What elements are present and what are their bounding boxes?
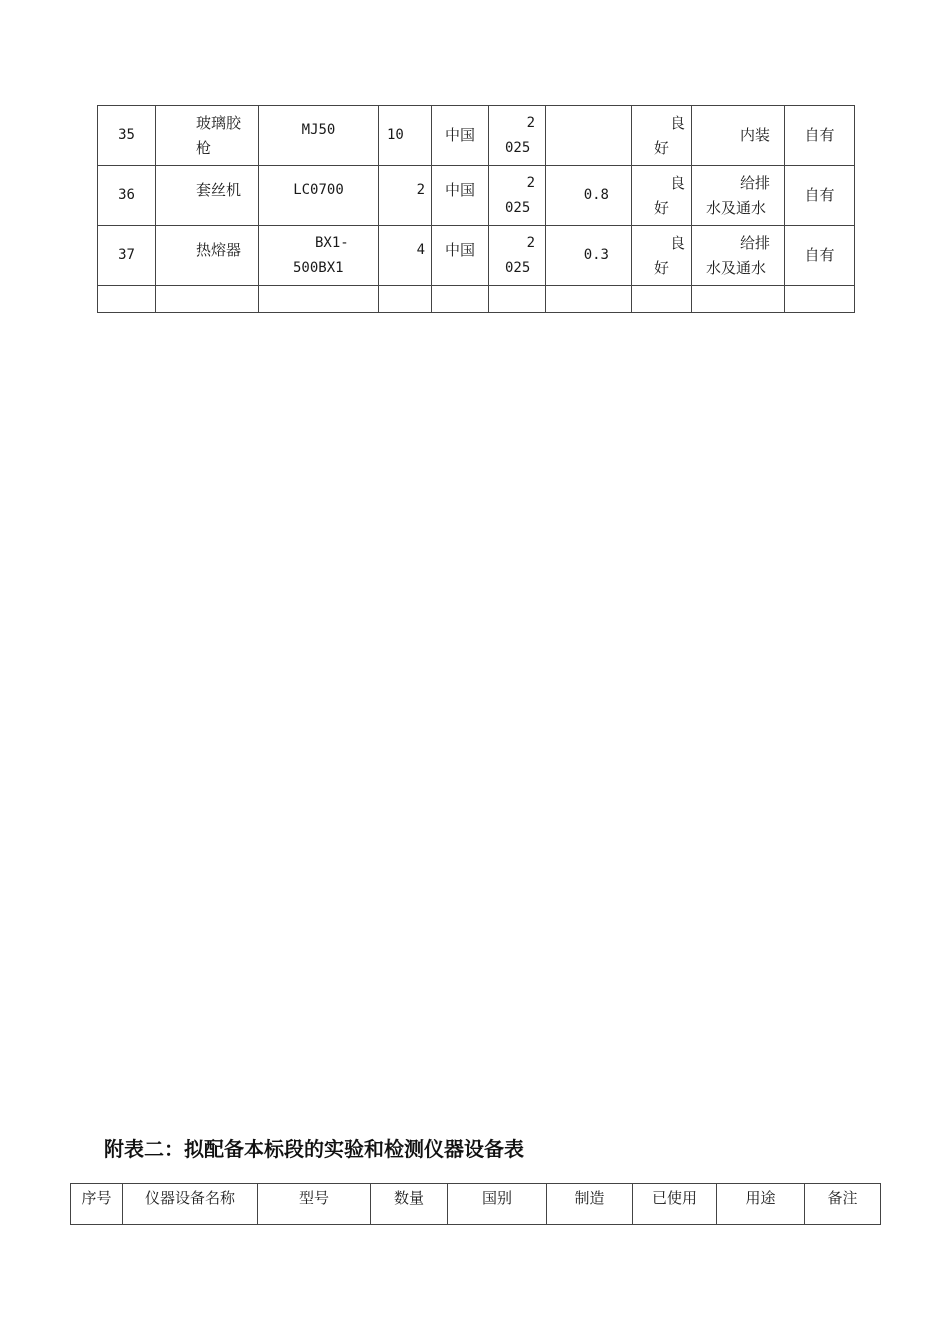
equipment-quantity: 2 <box>379 166 432 226</box>
equipment-ownership: 自有 <box>785 166 855 226</box>
header-model: 型号 <box>258 1184 371 1225</box>
equipment-name: 套丝机 <box>156 166 259 226</box>
equipment-quantity: 10 <box>379 106 432 166</box>
equipment-ownership: 自有 <box>785 226 855 286</box>
table-header-row <box>71 1184 881 1225</box>
equipment-country: 中国 <box>432 166 489 226</box>
header-remarks: 备注 <box>805 1184 881 1225</box>
rated-power <box>546 106 632 166</box>
equipment-country: 中国 <box>432 106 489 166</box>
manufacture-year: 2 025 <box>489 226 546 286</box>
section-title: 附表二：拟配备本标段的实验和检测仪器设备表 <box>104 1137 524 1161</box>
rated-power: 0.8 <box>546 166 632 226</box>
table-row <box>98 226 855 286</box>
row-number: 36 <box>98 166 156 226</box>
row-number: 37 <box>98 226 156 286</box>
equipment-model: MJ50 <box>259 106 379 166</box>
equipment-condition: 良 好 <box>632 166 692 226</box>
equipment-table <box>97 105 855 313</box>
header-serial-number: 序号 <box>71 1184 123 1225</box>
equipment-usage: 给排 水及通水 <box>692 166 785 226</box>
instrument-table <box>70 1183 881 1225</box>
equipment-ownership: 自有 <box>785 106 855 166</box>
table-row <box>98 166 855 226</box>
empty-table-row <box>98 286 855 313</box>
header-instrument-name: 仪器设备名称 <box>123 1184 258 1225</box>
equipment-usage: 内装 <box>692 106 785 166</box>
equipment-model: LC0700 <box>259 166 379 226</box>
rated-power: 0.3 <box>546 226 632 286</box>
equipment-model: BX1- 500BX1 <box>259 226 379 286</box>
header-usage: 用途 <box>717 1184 805 1225</box>
row-number: 35 <box>98 106 156 166</box>
manufacture-year: 2 025 <box>489 106 546 166</box>
header-used: 已使用 <box>633 1184 717 1225</box>
equipment-name: 玻璃胶 枪 <box>156 106 259 166</box>
equipment-condition: 良 好 <box>632 106 692 166</box>
equipment-country: 中国 <box>432 226 489 286</box>
header-manufacture: 制造 <box>547 1184 633 1225</box>
equipment-usage: 给排 水及通水 <box>692 226 785 286</box>
equipment-name: 热熔器 <box>156 226 259 286</box>
header-quantity: 数量 <box>371 1184 448 1225</box>
equipment-quantity: 4 <box>379 226 432 286</box>
table-row <box>98 106 855 166</box>
equipment-condition: 良 好 <box>632 226 692 286</box>
header-country: 国别 <box>448 1184 547 1225</box>
manufacture-year: 2 025 <box>489 166 546 226</box>
